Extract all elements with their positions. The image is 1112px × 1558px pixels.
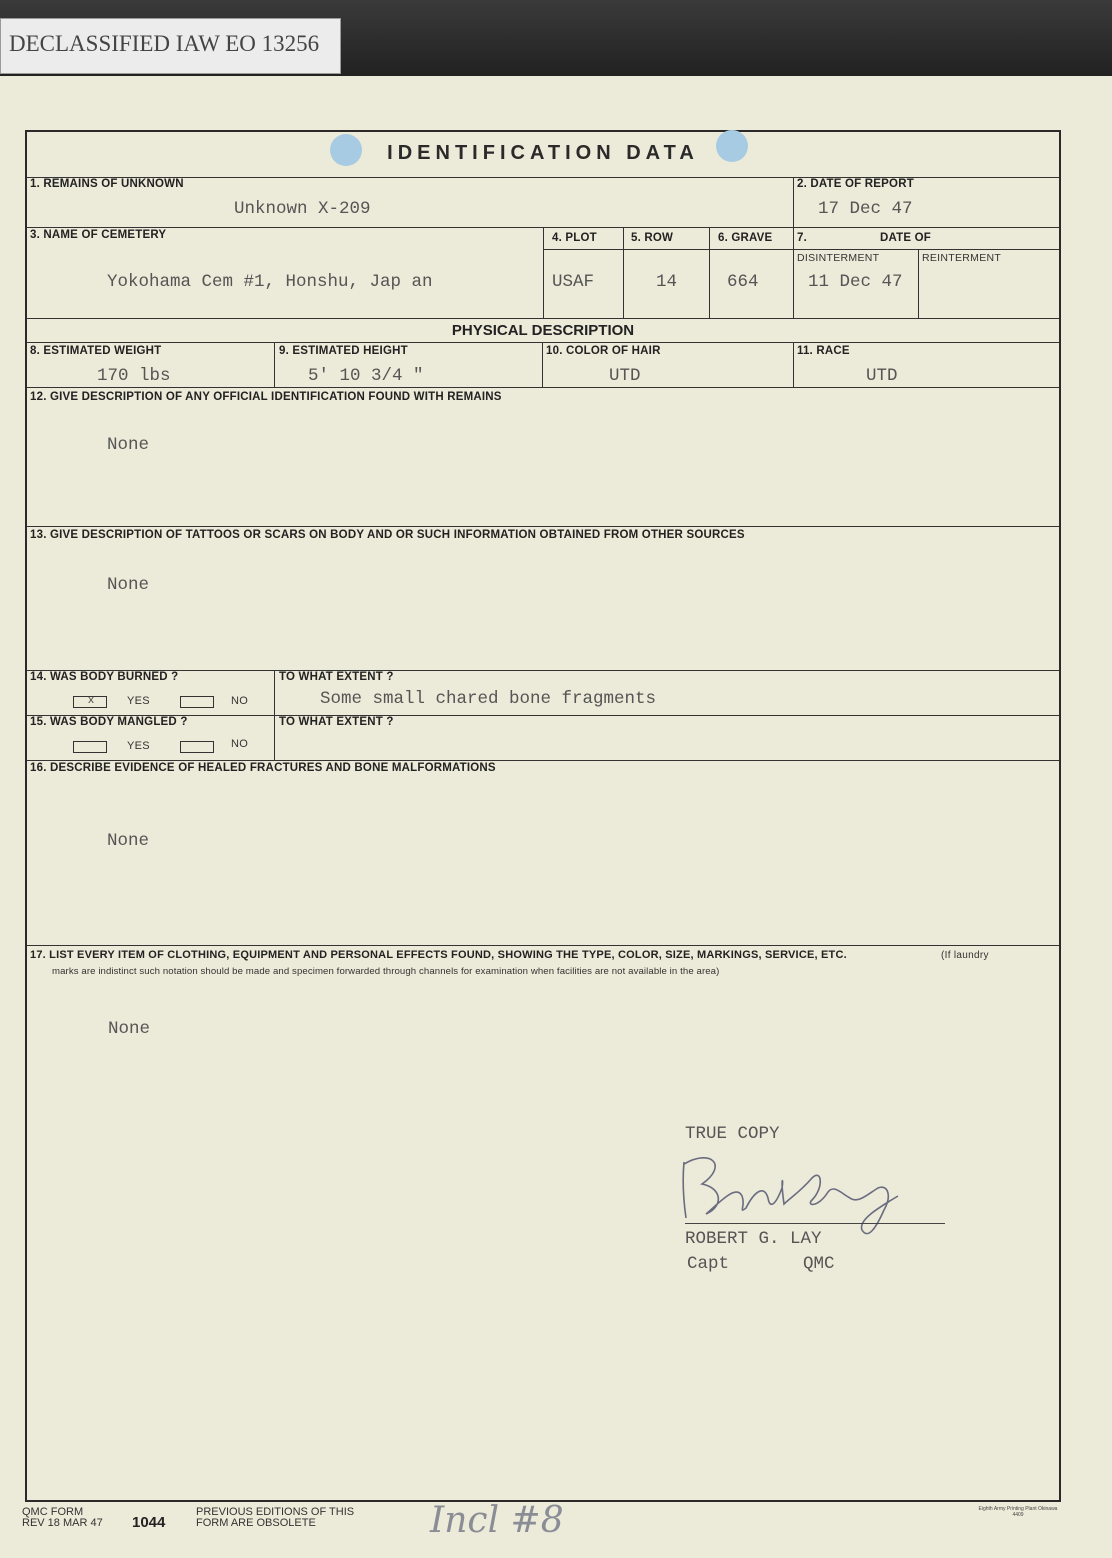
signer-name: ROBERT G. LAY [685, 1229, 822, 1249]
burned-extent-value: Some small chared bone fragments [320, 689, 657, 709]
field-body-mangled: 15. WAS BODY MANGLED ? YES NO [27, 716, 275, 761]
date-of-report-value: 17 Dec 47 [818, 199, 913, 219]
burned-no-checkbox [180, 696, 214, 708]
field-race: 11. RACE UTD [794, 343, 1059, 388]
disinterment-value: 11 Dec 47 [808, 272, 903, 292]
printer-imprint: Eighth Army Printing Plant Okinawa 4409 [978, 1506, 1058, 1518]
race-value: UTD [866, 366, 898, 386]
signature-line [685, 1223, 945, 1224]
height-value: 5' 10 3/4 " [308, 366, 424, 386]
official-identification-value: None [107, 435, 150, 455]
field-hair-color: 10. COLOR OF HAIR UTD [543, 343, 794, 388]
field-official-identification: 12. GIVE DESCRIPTION OF ANY OFFICIAL IDENTIFICATION FOUND WITH REMAINS None [27, 388, 1059, 527]
mangled-yes-checkbox [73, 741, 107, 753]
identification-form [25, 130, 1061, 1502]
physical-description-heading: PHYSICAL DESCRIPTION [451, 322, 635, 339]
cemetery-value: Yokohama Cem #1, Honshu, Jap an [107, 272, 433, 292]
field-mangled-extent: TO WHAT EXTENT ? [275, 716, 1059, 761]
field-weight: 8. ESTIMATED WEIGHT 170 lbs [27, 343, 275, 388]
form-identifier: QMC FORM REV 18 MAR 47 [22, 1506, 103, 1529]
field-grave: 6. GRAVE 664 [710, 228, 794, 319]
field-body-burned: 14. WAS BODY BURNED ? x YES NO [27, 671, 275, 716]
field-row: 5. ROW 14 [624, 228, 710, 319]
row-value: 14 [656, 272, 678, 292]
form-title: IDENTIFICATION DATA [387, 142, 699, 164]
field-date-of-report: 2. DATE OF REPORT 17 Dec 47 [794, 177, 1059, 228]
weight-value: 170 lbs [97, 366, 171, 386]
clothing-effects-value: None [108, 1019, 151, 1039]
remains-value: Unknown X-209 [234, 199, 371, 219]
burned-yes-checkbox: x [73, 696, 107, 708]
field-burned-extent: TO WHAT EXTENT ? Some small chared bone fragments [275, 671, 1059, 716]
plot-value: USAF [552, 272, 595, 292]
handwritten-annotation: Incl #8 [430, 1500, 564, 1541]
field-height: 9. ESTIMATED HEIGHT 5' 10 3/4 " [275, 343, 543, 388]
signer-corps: QMC [803, 1254, 835, 1274]
true-copy-label: TRUE COPY [685, 1124, 780, 1144]
grave-value: 664 [727, 272, 759, 292]
field-healed-fractures: 16. DESCRIBE EVIDENCE OF HEALED FRACTURES AND BONE MALFORMATIONS None [27, 761, 1059, 946]
field-cemetery: 3. NAME OF CEMETERY Yokohama Cem #1, Honshu, Jap an [27, 228, 544, 319]
field-clothing-effects: 17. LIST EVERY ITEM OF CLOTHING, EQUIPMENT AND PERSONAL EFFECTS FOUND, SHOWING THE TYPE, COLOR, SIZE, MARKINGS, SERVICE, ETC. (If laundry marks are indistinct such notation should be made and specimen forwarded through channels for examination when facilities are not available in the area) None TRUE COPY ROBERT G. LAY Capt QMC [30, 949, 989, 1274]
declassified-stamp: DECLASSIFIED IAW EO 13256 [0, 18, 341, 74]
signer-rank: Capt [687, 1254, 730, 1274]
field-date-of: 7. DATE OF DISINTERMENT REINTERMENT 11 Dec 47 [794, 228, 1059, 319]
tattoos-scars-value: None [107, 575, 150, 595]
form-number: 1044 [132, 1514, 166, 1531]
hair-color-value: UTD [609, 366, 641, 386]
field-plot: 4. PLOT USAF [544, 228, 624, 319]
field-tattoos-scars: 13. GIVE DESCRIPTION OF TATTOOS OR SCARS ON BODY AND OR SUCH INFORMATION OBTAINED FROM OTHER SOURCES None [27, 527, 1059, 671]
obsolete-notice: PREVIOUS EDITIONS OF THIS FORM ARE OBSOLETE [196, 1506, 355, 1529]
healed-fractures-value: None [107, 831, 150, 851]
mangled-no-checkbox [180, 741, 214, 753]
field-remains-of-unknown: 1. REMAINS OF UNKNOWN Unknown X-209 [27, 177, 794, 228]
